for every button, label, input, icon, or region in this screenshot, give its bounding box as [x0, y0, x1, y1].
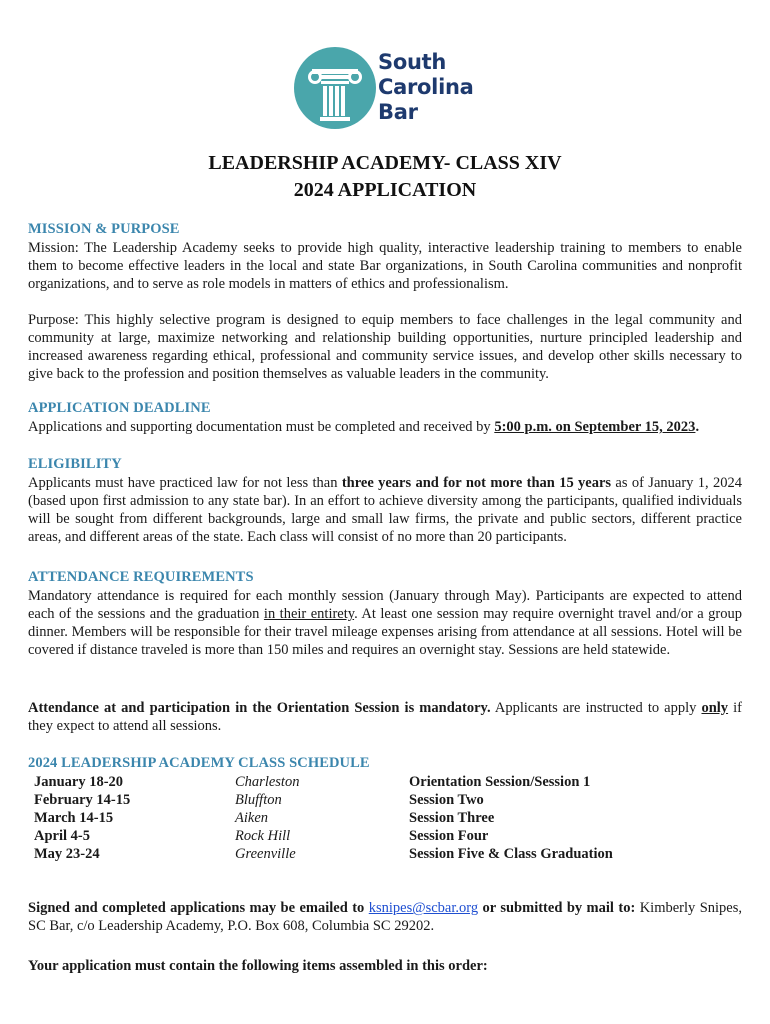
- deadline-text: Applications and supporting documentation must be completed and received by: [28, 419, 495, 435]
- logo-wordmark: [378, 50, 473, 125]
- schedule-date: January 18-20: [34, 774, 124, 790]
- orientation-mandatory-paragraph: [28, 699, 742, 735]
- logo-line-bar: Bar: [378, 100, 418, 124]
- schedule-row: [34, 827, 734, 845]
- deadline-date: 5:00 p.m. on September 15, 2023: [494, 419, 696, 435]
- attendance-paragraph: [28, 587, 742, 659]
- schedule-row: [34, 809, 734, 827]
- orientation-mandatory-bold: Attendance at and participation in the Orientation Session is mandatory.: [28, 700, 491, 716]
- deadline-period: .: [695, 419, 700, 435]
- orientation-mandatory-end: if they expect to attend all sessions.: [28, 700, 742, 734]
- logo-line-carolina: Carolina: [378, 75, 474, 99]
- schedule-city: Charleston: [235, 774, 300, 790]
- orientation-only-underlined: only: [701, 700, 729, 716]
- schedule-session: Session Three: [409, 810, 495, 826]
- logo-line-south: South: [378, 50, 446, 74]
- orientation-mandatory-text: Applicants are instructed to apply: [490, 700, 702, 716]
- mission-purpose-heading: MISSION & PURPOSE: [28, 221, 180, 237]
- schedule-row: [34, 845, 734, 863]
- submission-mail-bold: or submitted by mail to:: [478, 900, 636, 916]
- class-schedule-table: [34, 773, 734, 863]
- eligibility-years-requirement: three years and for not more than 15 years: [341, 475, 612, 491]
- submission-email-link[interactable]: ksnipes@scbar.org: [368, 900, 479, 916]
- schedule-session: Session Four: [409, 828, 489, 844]
- schedule-city: Greenville: [235, 846, 296, 862]
- class-schedule-heading: 2024 LEADERSHIP ACADEMY CLASS SCHEDULE: [28, 755, 370, 771]
- submission-address: Kimberly Snipes, SC Bar, c/o Leadership Academy, P.O. Box 608, Columbia SC 29202.: [28, 900, 742, 934]
- schedule-date: May 23-24: [34, 846, 100, 862]
- application-contents-note: Your application must contain the following items assembled in this order:: [28, 958, 488, 974]
- submission-text-bold: Signed and completed applications may be emailed to: [28, 900, 369, 916]
- attendance-requirements-heading: ATTENDANCE REQUIREMENTS: [28, 569, 254, 585]
- schedule-session: Session Two: [409, 792, 484, 808]
- schedule-row: [34, 791, 734, 809]
- schedule-city: Bluffton: [235, 792, 282, 808]
- south-carolina-bar-logo: [294, 47, 484, 131]
- eligibility-heading: ELIGIBILITY: [28, 456, 122, 472]
- purpose-paragraph: Purpose: This highly selective program is designed to equip members to face challenges in the legal community and community at large, maximize networking and relationship building opportunities, nurture principled leadership and increased awareness regarding ethical, professional and community service issues, and develop other skills necessary to give back to the profession and position themselves as valuable leaders in the community.: [28, 312, 742, 382]
- attendance-text-rest: . At least one session may require overnight travel and/or a group dinner. Members will be responsible for their travel mileage expenses arising from attendance at all sessions. Hotel will be covered if distance traveled is more than 150 miles and requires an overnight stay. Sessions are held statewide.: [28, 606, 742, 658]
- column-emblem-icon: [294, 47, 376, 129]
- application-deadline-heading: APPLICATION DEADLINE: [28, 400, 211, 416]
- document-title: LEADERSHIP ACADEMY- CLASS XIV: [208, 152, 562, 174]
- attendance-entirety-underlined: in their entirety: [263, 606, 355, 622]
- eligibility-paragraph: [28, 474, 742, 546]
- mission-paragraph: Mission: The Leadership Academy seeks to provide high quality, interactive leadership training to members to enable them to become effective leaders in the local and state Bar organizations, in South Carolina communities and nonprofit organizations, and to serve as role models in matters of ethics and professionalism.: [28, 240, 742, 292]
- eligibility-text-rest: as of January 1, 2024 (based upon first admission to any state bar). In an effort to achieve diversity among the participants, qualified individuals will be sought from different backgrounds, large and small law firms, the private and public sectors, different practice areas, and different areas of the state. Each class will consist of no more than 20 participants.: [28, 475, 742, 545]
- schedule-city: Rock Hill: [235, 828, 291, 844]
- schedule-date: April 4-5: [34, 828, 90, 844]
- document-subtitle: 2024 APPLICATION: [293, 179, 477, 201]
- schedule-session: Orientation Session/Session 1: [409, 774, 591, 790]
- submission-paragraph: [28, 899, 742, 935]
- eligibility-text-start: Applicants must have practiced law for not less than: [28, 475, 342, 491]
- attendance-text-start: Mandatory attendance is required for each monthly session (January through May). Participants are expected to attend each of the sessions and the graduation: [28, 588, 742, 622]
- schedule-date: February 14-15: [34, 792, 131, 808]
- schedule-date: March 14-15: [34, 810, 114, 826]
- schedule-row: [34, 773, 734, 791]
- schedule-session: Session Five & Class Graduation: [409, 846, 613, 862]
- schedule-city: Aiken: [235, 810, 269, 826]
- deadline-paragraph: [28, 418, 742, 436]
